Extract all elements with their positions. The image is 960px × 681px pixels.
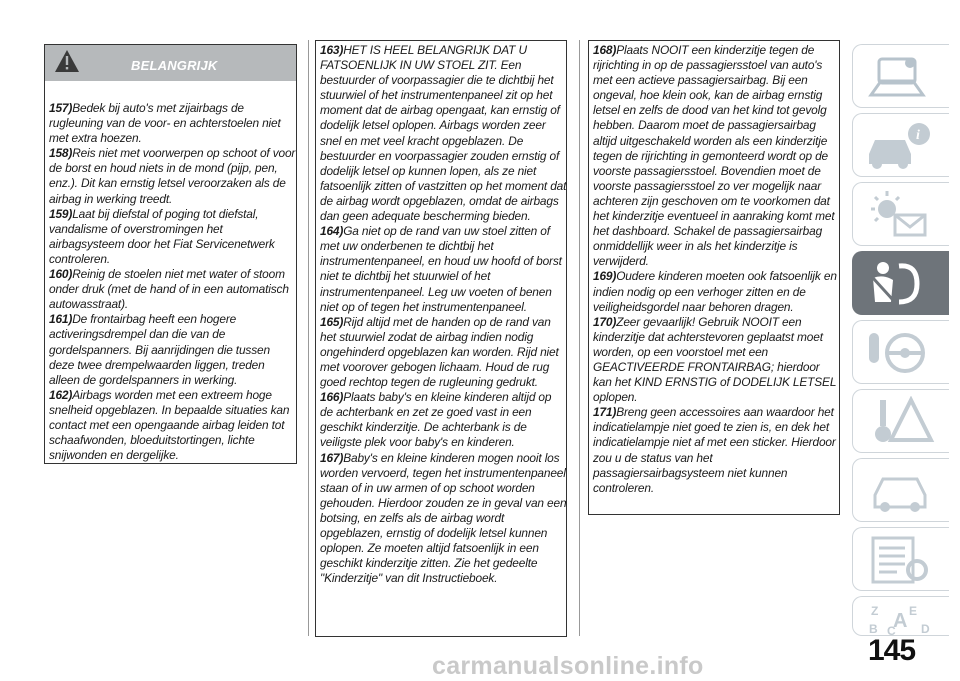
tab-maintenance[interactable] [852, 458, 949, 522]
steering-wheel-icon [865, 327, 935, 379]
note-166: 166)Plaats baby's en kleine kinderen altijd op de achterbank en zet ze goed vast in een geschikt kinderzitje. De achterbank is de veiligste plek voor baby's en kinderen. [320, 390, 552, 450]
svg-text:Z: Z [871, 604, 879, 618]
right-notes [593, 43, 840, 496]
tab-emergency[interactable] [852, 389, 949, 453]
car-maintenance-icon [865, 465, 935, 517]
note-160: 160)Reinig de stoelen niet met water of stoom onder druk (met de hand of in een automatisch autowasstraat). [49, 267, 289, 312]
note-169: 169)Oudere kinderen moeten ook fatsoenlijk en indien nodig op een verhoger zitten en de veiligheidsgordel naar behoren dragen. [593, 269, 837, 314]
svg-text:C: C [887, 624, 896, 637]
tab-warning-lights[interactable] [852, 182, 949, 246]
index-abcde-icon [865, 603, 935, 637]
page-number: 145 [868, 634, 916, 667]
note-157: 157)Bedek bij auto's met zijairbags de rugleuning van de voor- en achterstoelen niet met extra hoezen. [49, 101, 281, 146]
warning-box [44, 44, 297, 464]
column-divider [308, 40, 309, 636]
note-167: 167)Baby's en kleine kinderen mogen nooit los worden vervoerd, tegen het instrumentenpaneel staan of in uw armen of op schoot worden gehouden. Hierdoor zouden ze in geval van een botsing, en zelfs als de airbag wordt opgeblazen, ernstig of dodelijk letsel kunnen oplopen. Ze moeten altijd fatsoenlijk in een geschikt kinderzitje zitten. Zie het gedeelte "Kinderzitje" van dit Instructieboek. [320, 450, 567, 586]
tab-technical-data[interactable] [852, 527, 949, 591]
note-162: 162)Airbags worden met een extreem hoge snelheid opgeblazen. In bepaalde situaties kan contact met een opengaande airbag leiden tot schaafwonden, bloeduitstortingen, lichte snijwonden en dergelijke. [49, 387, 290, 463]
warning-title: BELANGRIJK [131, 58, 218, 73]
svg-text:i: i [916, 128, 920, 143]
tab-car-info[interactable] [852, 113, 949, 177]
watermark: carmanualsonline.info [432, 652, 704, 680]
middle-notes [320, 43, 567, 586]
note-158: 158)Reis niet met voorwerpen op schoot of voor de borst en houd niets in de mond (pijp, pen, enz.). Dit kan ernstig letsel veroorzaken als de airbag in werking treedt. [49, 146, 296, 206]
svg-text:B: B [869, 622, 878, 636]
tab-driving[interactable] [852, 320, 949, 384]
middle-notes-box [315, 40, 567, 637]
tab-index[interactable] [852, 596, 949, 636]
svg-text:E: E [909, 604, 918, 618]
technical-data-icon [865, 534, 935, 586]
warning-triangle-icon [54, 49, 80, 73]
svg-text:D: D [921, 622, 930, 636]
warning-lights-icon [865, 189, 935, 241]
note-163: 163)HET IS HEEL BELANGRIJK DAT U FATSOENLIJK IN UW STOEL ZIT. Een bestuurder of voorpassagier die te dichtbij het stuurwiel of het instrumentenpaneel zit op het moment dat de airbag opengaat, kan ernstig of dodelijk letsel oplopen. Airbags worden zeer snel en met veel kracht opgeblazen. De bestuurder en voorpassagier zouden ernstig of dodelijk letsel op kunnen lopen, als ze niet fatsoenlijk zitten of vastzitten op het moment dat de airbag wordt opgeblazen, omdat de airbags dan geen adequate bescherming bieden. [320, 43, 567, 224]
column-divider [579, 40, 580, 636]
svg-text:A: A [893, 610, 908, 632]
warning-notes [49, 101, 297, 463]
note-168: 168)Plaats NOOIT een kinderzitje tegen de rijrichting in op de passagiersstoel van auto's met een actieve passagiersairbag. Bij een ongeval, hoe klein ook, kan de airbag ernstig letsel en zelfs de dood van het kind tot gevolg hebben. Daarom moet de passagiersairbag altijd uitgeschakeld worden als een kinderzitje tegen de rijrichting in gemonteerd wordt op de voorste passagiersstoel. Bovendien moet de voorste passagiersstoel zo ver mogelijk naar achteren zijn geschoven om te voorkomen dat het kinderzitje eventueel in aanraking komt met het dashboard. Schakel de passagiersairbag onmiddellijk weer in als het kinderzitje is verwijderd. [593, 43, 835, 269]
tab-dashboard[interactable] [852, 44, 949, 108]
note-165: 165)Rijd altijd met de handen op de rand van het stuurwiel zodat de airbag indien nodig ongehinderd opgeblazen kan worden. Rijd niet met voorover gebogen lichaam. Houd de rug goed rechtop tegen de rugleuning gedrukt. [320, 314, 559, 390]
note-170: 170)Zeer gevaarlijk! Gebruik NOOIT een kinderzitje dat achterstevoren geplaatst moet worden, op een voorstoel met een GEACTIVEERDE FRONTAIRBAG; hierdoor kan het KIND ERNSTIG of DODELIJK LETSEL oplopen. [593, 314, 837, 405]
note-161: 161)De frontairbag heeft een hogere activeringsdrempel dan die van de gordelspanners. Bij aanrijdingen die tussen deze twee drempelwaarden liggen, treden alleen de gordelspanners in werking. [49, 312, 270, 387]
car-dashboard-icon [865, 51, 935, 103]
warning-header [45, 45, 296, 81]
right-notes-box [588, 40, 840, 515]
note-159: 159)Laat bij diefstal of poging tot diefstal, vandalisme of overstromingen het airbagsysteem door het Fiat Servicenetwerk controleren. [49, 206, 275, 266]
note-164: 164)Ga niet op de rand van uw stoel zitten of met uw onderbenen te dichtbij het instrumentenpaneel, en houd uw hoofd of borst niet te dichtbij het stuurwiel of het instrumentenpaneel. Leg uw voeten of benen niet op of tegen het instrumentenpaneel. [320, 224, 562, 314]
emergency-triangle-icon [865, 396, 935, 448]
car-info-icon [865, 120, 935, 172]
seatbelt-airbag-icon [865, 258, 935, 310]
tab-safety[interactable] [852, 251, 949, 315]
note-171: 171)Breng geen accessoires aan waardoor het indicatielampje niet goed te zien is, en dek het indicatielampje niet af met een sticker. Hierdoor zou u de status van het passagiersairbagsysteem niet kunnen controleren. [593, 405, 836, 495]
